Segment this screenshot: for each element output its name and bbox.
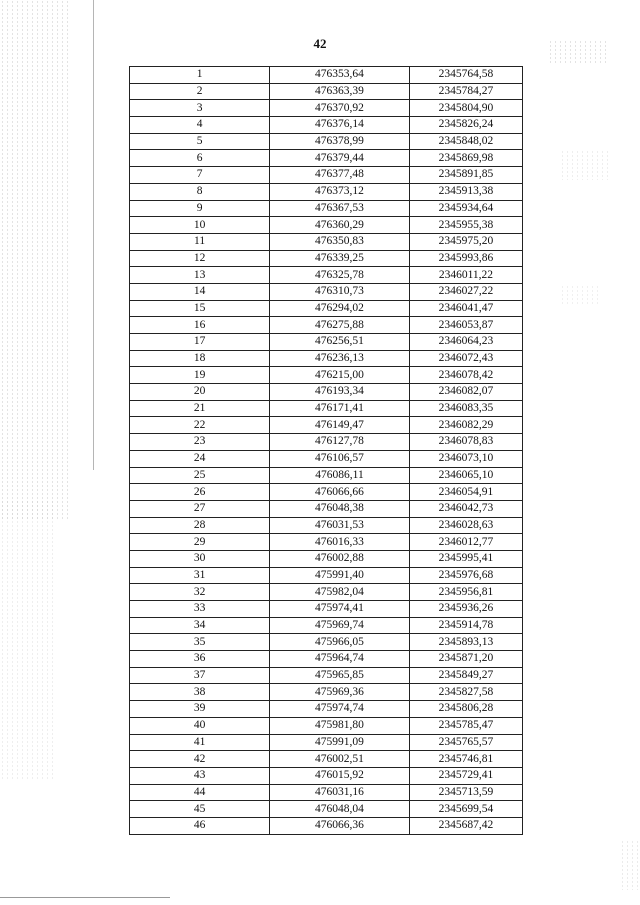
y-coordinate-cell: 2345687,42 <box>409 817 522 834</box>
x-coordinate-cell: 476048,38 <box>270 500 410 517</box>
table-row <box>130 450 523 467</box>
point-number-cell: 6 <box>130 150 270 167</box>
x-coordinate-cell: 476377,48 <box>270 167 410 184</box>
table-row <box>130 734 523 751</box>
scan-noise-left <box>0 0 70 520</box>
point-number-cell: 39 <box>130 701 270 718</box>
table-row <box>130 350 523 367</box>
point-number-cell: 31 <box>130 567 270 584</box>
x-coordinate-cell: 476215,00 <box>270 367 410 384</box>
x-coordinate-cell: 475974,41 <box>270 601 410 618</box>
x-coordinate-cell: 476275,88 <box>270 317 410 334</box>
x-coordinate-cell: 476002,88 <box>270 550 410 567</box>
y-coordinate-cell: 2346064,23 <box>409 334 522 351</box>
scan-noise-left-lower <box>0 500 55 780</box>
x-coordinate-cell: 476066,36 <box>270 817 410 834</box>
y-coordinate-cell: 2345956,81 <box>409 584 522 601</box>
x-coordinate-cell: 476256,51 <box>270 334 410 351</box>
x-coordinate-cell: 475991,09 <box>270 734 410 751</box>
point-number-cell: 12 <box>130 250 270 267</box>
x-coordinate-cell: 476325,78 <box>270 267 410 284</box>
x-coordinate-cell: 475969,74 <box>270 617 410 634</box>
table-row <box>130 550 523 567</box>
y-coordinate-cell: 2345976,68 <box>409 567 522 584</box>
x-coordinate-cell: 476379,44 <box>270 150 410 167</box>
point-number-cell: 32 <box>130 584 270 601</box>
table-row <box>130 651 523 668</box>
y-coordinate-cell: 2345955,38 <box>409 217 522 234</box>
table-row <box>130 400 523 417</box>
x-coordinate-cell: 475974,74 <box>270 701 410 718</box>
table-row <box>130 717 523 734</box>
scan-noise-right-mid2 <box>560 285 600 305</box>
y-coordinate-cell: 2345893,13 <box>409 634 522 651</box>
y-coordinate-cell: 2345729,41 <box>409 767 522 784</box>
x-coordinate-cell: 476066,66 <box>270 484 410 501</box>
table-row <box>130 567 523 584</box>
y-coordinate-cell: 2345995,41 <box>409 550 522 567</box>
point-number-cell: 8 <box>130 183 270 200</box>
point-number-cell: 43 <box>130 767 270 784</box>
point-number-cell: 3 <box>130 100 270 117</box>
table-row <box>130 250 523 267</box>
table-row <box>130 300 523 317</box>
x-coordinate-cell: 476353,64 <box>270 67 410 84</box>
scan-edge-line <box>93 0 94 470</box>
x-coordinate-cell: 476031,53 <box>270 517 410 534</box>
x-coordinate-cell: 476294,02 <box>270 300 410 317</box>
x-coordinate-cell: 476048,04 <box>270 801 410 818</box>
y-coordinate-cell: 2346072,43 <box>409 350 522 367</box>
table-row <box>130 500 523 517</box>
x-coordinate-cell: 476363,39 <box>270 83 410 100</box>
table-row <box>130 801 523 818</box>
x-coordinate-cell: 475969,36 <box>270 684 410 701</box>
y-coordinate-cell: 2345826,24 <box>409 117 522 134</box>
point-number-cell: 10 <box>130 217 270 234</box>
table-row <box>130 367 523 384</box>
table-row <box>130 484 523 501</box>
x-coordinate-cell: 476171,41 <box>270 400 410 417</box>
table-row <box>130 183 523 200</box>
point-number-cell: 41 <box>130 734 270 751</box>
table-row <box>130 751 523 768</box>
point-number-cell: 24 <box>130 450 270 467</box>
y-coordinate-cell: 2345785,47 <box>409 717 522 734</box>
point-number-cell: 2 <box>130 83 270 100</box>
y-coordinate-cell: 2346083,35 <box>409 400 522 417</box>
y-coordinate-cell: 2346082,07 <box>409 384 522 401</box>
point-number-cell: 22 <box>130 417 270 434</box>
point-number-cell: 29 <box>130 534 270 551</box>
table-row <box>130 83 523 100</box>
y-coordinate-cell: 2346078,83 <box>409 434 522 451</box>
x-coordinate-cell: 476015,92 <box>270 767 410 784</box>
y-coordinate-cell: 2345993,86 <box>409 250 522 267</box>
point-number-cell: 19 <box>130 367 270 384</box>
point-number-cell: 37 <box>130 667 270 684</box>
y-coordinate-cell: 2345806,28 <box>409 701 522 718</box>
y-coordinate-cell: 2345784,27 <box>409 83 522 100</box>
table-row <box>130 434 523 451</box>
point-number-cell: 11 <box>130 233 270 250</box>
x-coordinate-cell: 476236,13 <box>270 350 410 367</box>
x-coordinate-cell: 476031,16 <box>270 784 410 801</box>
y-coordinate-cell: 2345891,85 <box>409 167 522 184</box>
point-number-cell: 42 <box>130 751 270 768</box>
table-row <box>130 67 523 84</box>
y-coordinate-cell: 2345975,20 <box>409 233 522 250</box>
x-coordinate-cell: 476193,34 <box>270 384 410 401</box>
point-number-cell: 1 <box>130 67 270 84</box>
y-coordinate-cell: 2345849,27 <box>409 667 522 684</box>
y-coordinate-cell: 2346028,63 <box>409 517 522 534</box>
x-coordinate-cell: 476106,57 <box>270 450 410 467</box>
table-row <box>130 784 523 801</box>
table-row <box>130 417 523 434</box>
x-coordinate-cell: 475965,85 <box>270 667 410 684</box>
point-number-cell: 9 <box>130 200 270 217</box>
y-coordinate-cell: 2345934,64 <box>409 200 522 217</box>
point-number-cell: 4 <box>130 117 270 134</box>
point-number-cell: 16 <box>130 317 270 334</box>
point-number-cell: 5 <box>130 133 270 150</box>
x-coordinate-cell: 476373,12 <box>270 183 410 200</box>
point-number-cell: 44 <box>130 784 270 801</box>
point-number-cell: 28 <box>130 517 270 534</box>
table-row <box>130 667 523 684</box>
table-row <box>130 117 523 134</box>
table-row <box>130 517 523 534</box>
table-row <box>130 133 523 150</box>
table-row <box>130 317 523 334</box>
table-row <box>130 601 523 618</box>
coordinates-table-body <box>130 67 523 835</box>
x-coordinate-cell: 476350,83 <box>270 233 410 250</box>
table-row <box>130 334 523 351</box>
y-coordinate-cell: 2346011,22 <box>409 267 522 284</box>
point-number-cell: 30 <box>130 550 270 567</box>
x-coordinate-cell: 476360,29 <box>270 217 410 234</box>
y-coordinate-cell: 2345804,90 <box>409 100 522 117</box>
x-coordinate-cell: 475966,05 <box>270 634 410 651</box>
x-coordinate-cell: 475982,04 <box>270 584 410 601</box>
y-coordinate-cell: 2345764,58 <box>409 67 522 84</box>
point-number-cell: 18 <box>130 350 270 367</box>
point-number-cell: 15 <box>130 300 270 317</box>
y-coordinate-cell: 2345913,38 <box>409 183 522 200</box>
point-number-cell: 45 <box>130 801 270 818</box>
y-coordinate-cell: 2345936,26 <box>409 601 522 618</box>
point-number-cell: 34 <box>130 617 270 634</box>
point-number-cell: 26 <box>130 484 270 501</box>
table-row <box>130 267 523 284</box>
point-number-cell: 13 <box>130 267 270 284</box>
scan-noise-right-bottom <box>620 840 638 890</box>
x-coordinate-cell: 475964,74 <box>270 651 410 668</box>
table-row <box>130 200 523 217</box>
x-coordinate-cell: 476367,53 <box>270 200 410 217</box>
y-coordinate-cell: 2345848,02 <box>409 133 522 150</box>
x-coordinate-cell: 476086,11 <box>270 467 410 484</box>
y-coordinate-cell: 2346053,87 <box>409 317 522 334</box>
x-coordinate-cell: 476339,25 <box>270 250 410 267</box>
table-row <box>130 100 523 117</box>
point-number-cell: 35 <box>130 634 270 651</box>
scan-noise-right-mid <box>560 150 610 180</box>
table-row <box>130 767 523 784</box>
point-number-cell: 23 <box>130 434 270 451</box>
point-number-cell: 33 <box>130 601 270 618</box>
x-coordinate-cell: 476016,33 <box>270 534 410 551</box>
table-row <box>130 283 523 300</box>
x-coordinate-cell: 476378,99 <box>270 133 410 150</box>
y-coordinate-cell: 2345699,54 <box>409 801 522 818</box>
y-coordinate-cell: 2346054,91 <box>409 484 522 501</box>
coordinates-table <box>129 66 523 835</box>
y-coordinate-cell: 2346073,10 <box>409 450 522 467</box>
y-coordinate-cell: 2346012,77 <box>409 534 522 551</box>
point-number-cell: 14 <box>130 283 270 300</box>
y-coordinate-cell: 2346027,22 <box>409 283 522 300</box>
x-coordinate-cell: 476370,92 <box>270 100 410 117</box>
x-coordinate-cell: 476149,47 <box>270 417 410 434</box>
point-number-cell: 25 <box>130 467 270 484</box>
table-row <box>130 584 523 601</box>
point-number-cell: 17 <box>130 334 270 351</box>
y-coordinate-cell: 2345746,81 <box>409 751 522 768</box>
point-number-cell: 38 <box>130 684 270 701</box>
point-number-cell: 27 <box>130 500 270 517</box>
y-coordinate-cell: 2345765,57 <box>409 734 522 751</box>
table-row <box>130 467 523 484</box>
table-row <box>130 150 523 167</box>
table-row <box>130 817 523 834</box>
point-number-cell: 7 <box>130 167 270 184</box>
x-coordinate-cell: 476376,14 <box>270 117 410 134</box>
y-coordinate-cell: 2345713,59 <box>409 784 522 801</box>
y-coordinate-cell: 2346082,29 <box>409 417 522 434</box>
y-coordinate-cell: 2345869,98 <box>409 150 522 167</box>
y-coordinate-cell: 2346041,47 <box>409 300 522 317</box>
y-coordinate-cell: 2346042,73 <box>409 500 522 517</box>
point-number-cell: 40 <box>130 717 270 734</box>
table-row <box>130 684 523 701</box>
table-row <box>130 167 523 184</box>
table-row <box>130 634 523 651</box>
table-row <box>130 217 523 234</box>
y-coordinate-cell: 2345827,58 <box>409 684 522 701</box>
table-row <box>130 617 523 634</box>
table-row <box>130 384 523 401</box>
x-coordinate-cell: 475991,40 <box>270 567 410 584</box>
x-coordinate-cell: 476127,78 <box>270 434 410 451</box>
y-coordinate-cell: 2346078,42 <box>409 367 522 384</box>
x-coordinate-cell: 476310,73 <box>270 283 410 300</box>
y-coordinate-cell: 2346065,10 <box>409 467 522 484</box>
x-coordinate-cell: 475981,80 <box>270 717 410 734</box>
table-row <box>130 534 523 551</box>
y-coordinate-cell: 2345871,20 <box>409 651 522 668</box>
x-coordinate-cell: 476002,51 <box>270 751 410 768</box>
table-row <box>130 233 523 250</box>
table-row <box>130 701 523 718</box>
y-coordinate-cell: 2345914,78 <box>409 617 522 634</box>
page-number: 42 <box>313 36 327 51</box>
point-number-cell: 20 <box>130 384 270 401</box>
point-number-cell: 36 <box>130 651 270 668</box>
scan-bottom-line <box>0 897 170 898</box>
point-number-cell: 46 <box>130 817 270 834</box>
point-number-cell: 21 <box>130 400 270 417</box>
